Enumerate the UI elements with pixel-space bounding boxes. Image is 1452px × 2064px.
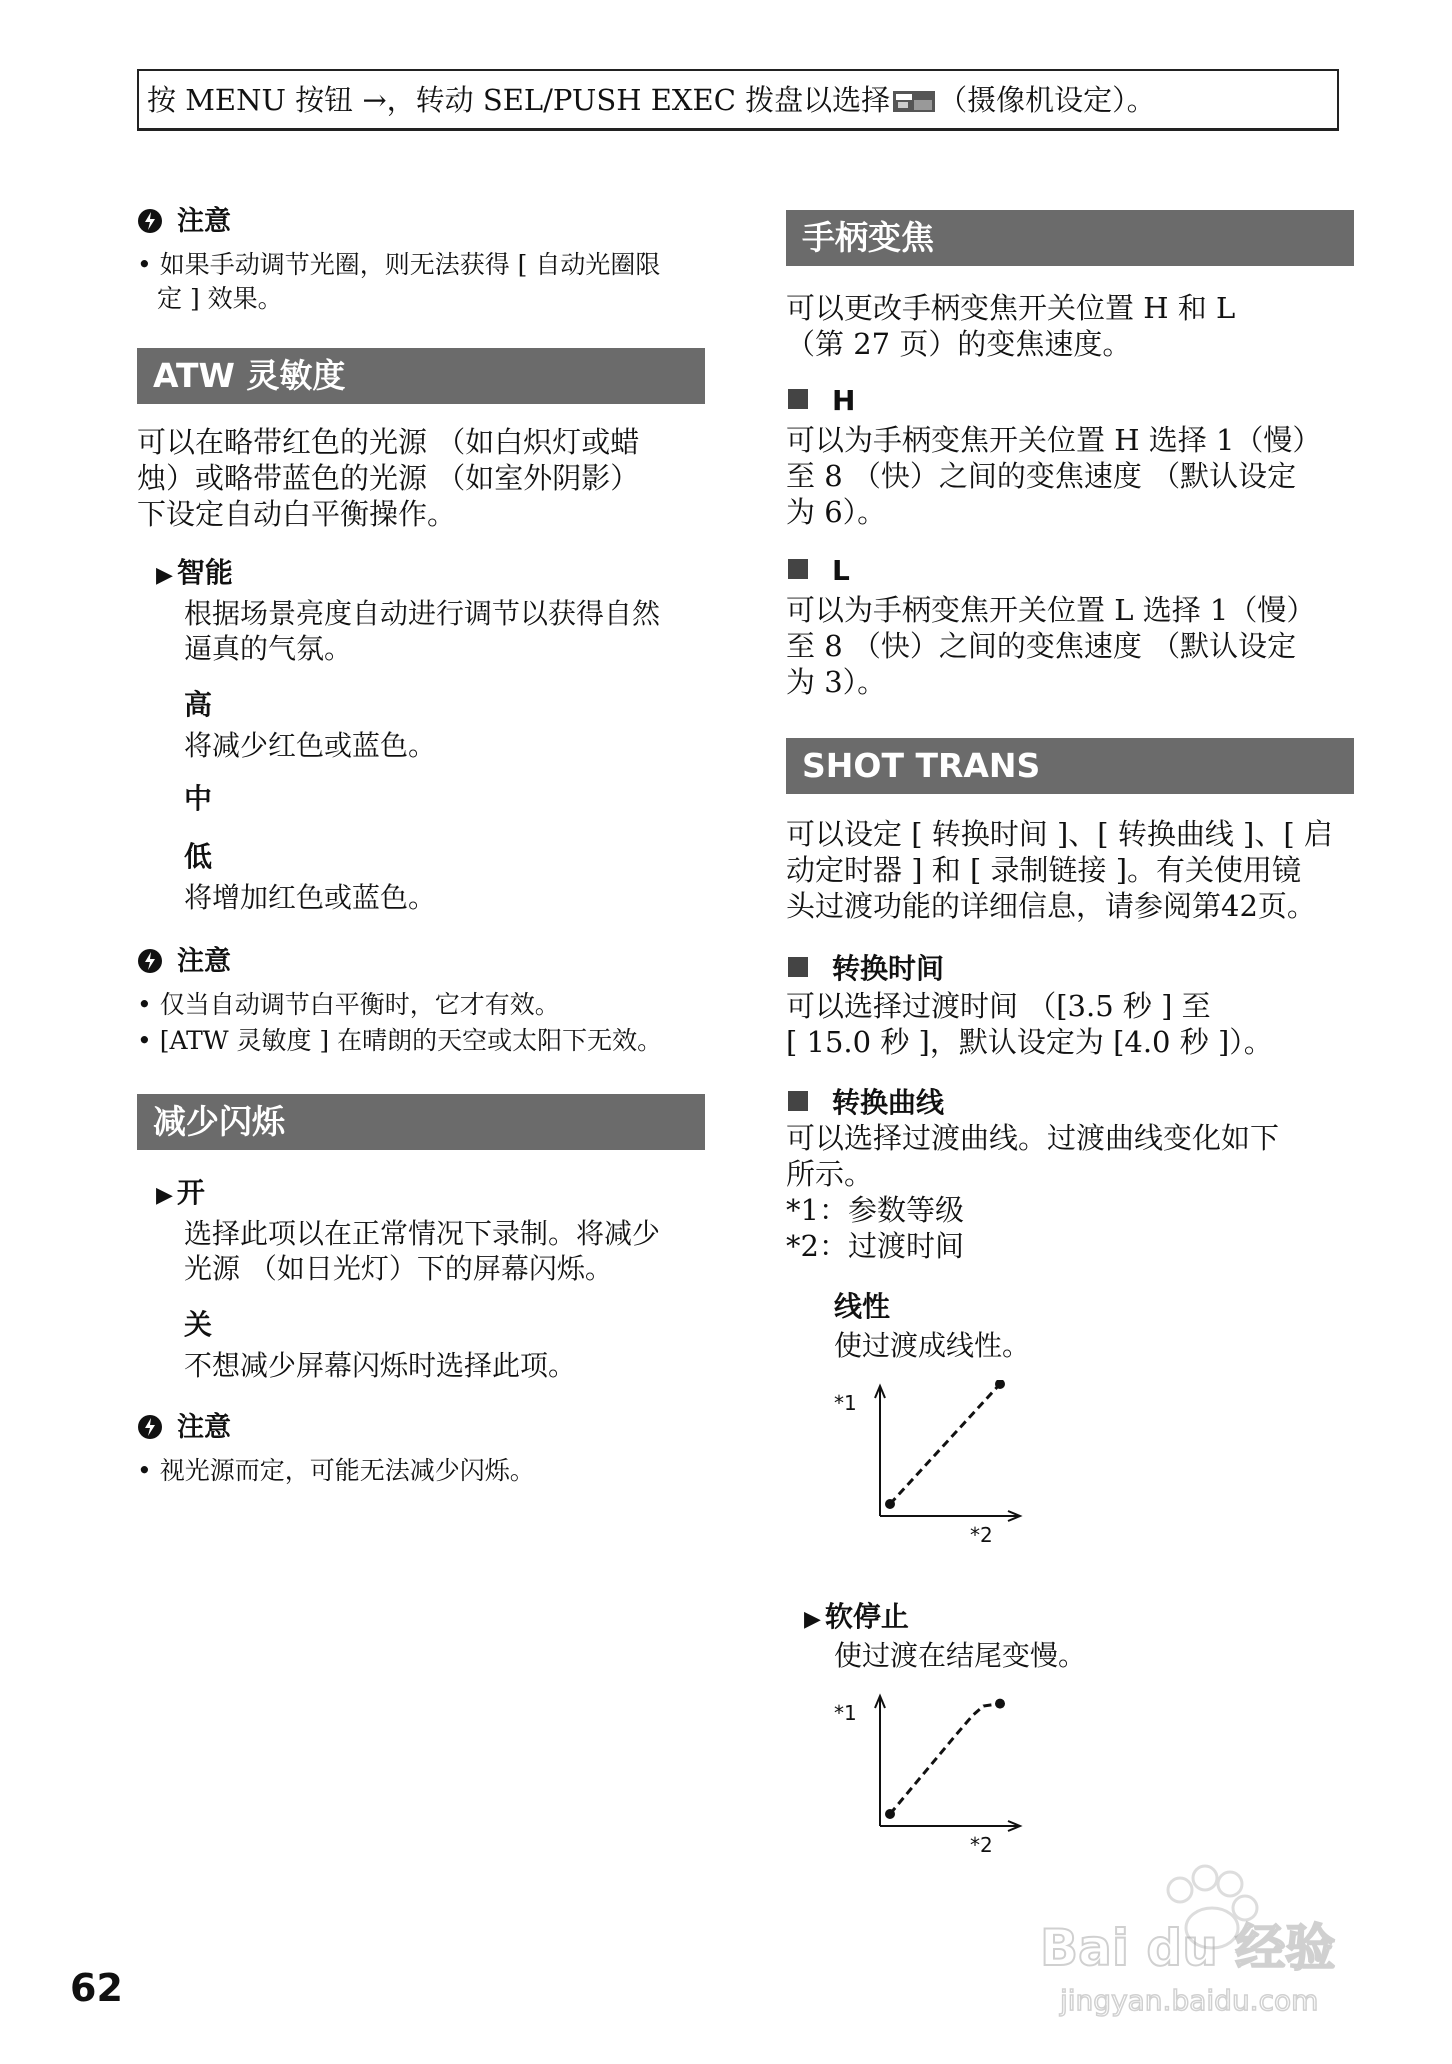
curve-end-point: [995, 1699, 1005, 1709]
l-description: 可以为手柄变焦开关位置 L 选择 1（慢） 至 8 （快）之间的变焦速度 （默认设定 为 3）。: [786, 593, 1316, 699]
svg-text:Bai du 经验: Bai du 经验: [1040, 1919, 1336, 1977]
section-atw-sensitivity: ATW 灵敏度: [137, 348, 705, 404]
page-number: 62: [70, 1966, 123, 2010]
camera-settings-icon: [892, 88, 936, 114]
low-description: 将增加红色或蓝色。: [184, 881, 437, 914]
section-handle-zoom: 手柄变焦: [786, 210, 1354, 266]
transition-time-description: 可以选择过渡时间 （[3.5 秒 ] 至 [ 15.0 秒 ]，默认设定为 [4.0 秒 ]）。: [786, 989, 1273, 1059]
linear-description: 使过渡成线性。: [834, 1329, 1031, 1362]
handle-zoom-description: 可以更改手柄变焦开关位置 H 和 L （第 27 页）的变焦速度。: [786, 291, 1236, 361]
high-description: 将减少红色或蓝色。: [184, 729, 437, 762]
option-off: 关: [184, 1308, 213, 1341]
subsection-transition-curve: 转换曲线: [788, 1086, 944, 1120]
default-marker-icon: ▶: [156, 563, 173, 588]
option-on: ▶ 开: [156, 1176, 205, 1209]
option-smart: ▶ 智能: [156, 556, 233, 589]
smart-description: 根据场景亮度自动进行调节以获得自然 逼真的气氛。: [184, 597, 661, 665]
transition-curve-description: 可以选择过渡曲线。过渡曲线变化如下 所示。 *1：参数等级 *2：过渡时间: [786, 1121, 1280, 1263]
svg-text:jingyan.baidu.com: jingyan.baidu.com: [1060, 1984, 1319, 2017]
instruction-post: （摄像机设定）。: [938, 83, 1156, 117]
baidu-jingyan-watermark: [1030, 1850, 1370, 2030]
subsection-transition-time: 转换时间: [788, 952, 944, 986]
transition-curve-line: [890, 1384, 1000, 1504]
y-axis-label: *1: [834, 1391, 857, 1415]
note-heading: 注意: [137, 206, 231, 238]
option-mid: 中: [184, 782, 213, 815]
h-description: 可以为手柄变焦开关位置 H 选择 1（慢） 至 8 （快）之间的变焦速度 （默认设定 为 6）。: [786, 423, 1322, 529]
soft-stop-curve-chart: [820, 1690, 1060, 1870]
menu-instruction-box: [137, 69, 1339, 131]
note-heading: 注意: [137, 1412, 231, 1444]
caution-icon: [137, 948, 163, 974]
section-shot-trans: SHOT TRANS: [786, 738, 1354, 794]
shot-trans-description: 可以设定 [ 转换时间 ]、[ 转换曲线 ]、[ 启 动定时器 ] 和 [ 录制链接 ]。有关使用镜 头过渡功能的详细信息，请参阅第42页。: [786, 817, 1333, 923]
note-bullet: • 视光源而定，可能无法减少闪烁。: [137, 1456, 535, 1485]
off-description: 不想减少屏幕闪烁时选择此项。: [184, 1349, 577, 1382]
subsection-h: H: [788, 384, 855, 418]
y-axis-label: *1: [834, 1701, 857, 1725]
option-low: 低: [184, 840, 213, 873]
subsection-l: L: [788, 554, 850, 588]
x-axis-label: *2: [970, 1833, 993, 1857]
note-bullet: • [ATW 灵敏度 ] 在晴朗的天空或太阳下无效。: [137, 1026, 663, 1055]
caution-icon: [137, 208, 163, 234]
option-soft-stop: ▶ 软停止: [804, 1600, 909, 1633]
atw-description: 可以在略带红色的光源 （如白炽灯或蜡 烛）或略带蓝色的光源 （如室外阴影） 下设定自动白平衡操作。: [137, 425, 640, 531]
linear-curve-chart: [820, 1380, 1060, 1560]
caution-icon: [137, 1414, 163, 1440]
on-description: 选择此项以在正常情况下录制。将减少 光源 （如日光灯）下的屏幕闪烁。: [184, 1217, 661, 1285]
x-axis-label: *2: [970, 1523, 993, 1547]
instruction-pre: 按 MENU 按钮 →，转动 SEL/PUSH EXEC 拨盘以选择: [147, 83, 891, 117]
note-bullet: • 仅当自动调节白平衡时，它才有效。: [137, 990, 560, 1019]
note-heading: 注意: [137, 946, 231, 978]
option-linear: 线性: [834, 1290, 891, 1323]
default-marker-icon: ▶: [156, 1183, 173, 1208]
soft-stop-description: 使过渡在结尾变慢。: [834, 1639, 1087, 1672]
section-flicker-reduction: 减少闪烁: [137, 1094, 705, 1150]
default-marker-icon: ▶: [804, 1607, 821, 1632]
curve-start-point: [885, 1499, 895, 1509]
note-bullet: • 如果手动调节光圈，则无法获得 [ 自动光圈限 定 ] 效果。: [137, 250, 661, 313]
curve-start-point: [885, 1809, 895, 1819]
transition-curve-line: [890, 1704, 1000, 1814]
option-high: 高: [184, 688, 213, 721]
